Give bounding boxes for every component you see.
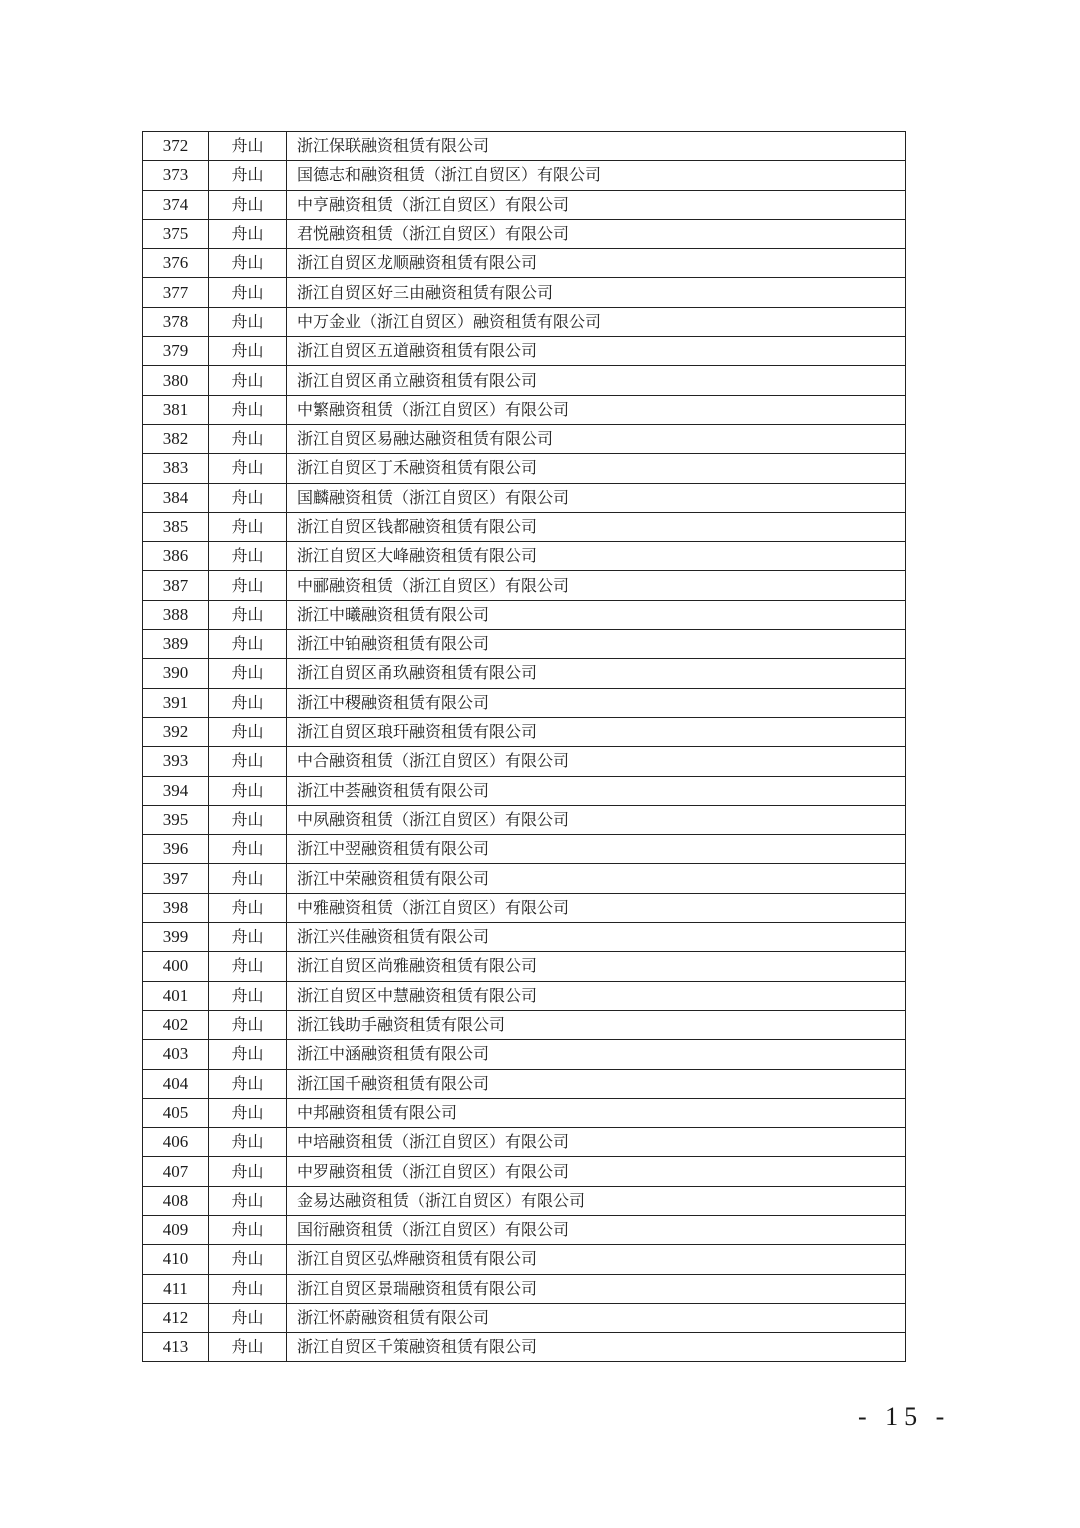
row-company-name-cell: 浙江自贸区好三由融资租赁有限公司 [287,278,906,307]
row-city-cell: 舟山 [209,395,287,424]
row-company-name-cell: 中夙融资租赁（浙江自贸区）有限公司 [287,805,906,834]
row-city-cell: 舟山 [209,219,287,248]
table-row [143,454,906,483]
row-city-cell: 舟山 [209,1098,287,1127]
row-company-name-cell: 浙江自贸区甬玖融资租赁有限公司 [287,659,906,688]
row-city-cell: 舟山 [209,571,287,600]
row-company-name-cell: 浙江中铂融资租赁有限公司 [287,630,906,659]
table-row [143,835,906,864]
row-city-cell: 舟山 [209,835,287,864]
table-row [143,776,906,805]
table-row [143,512,906,541]
row-company-name-cell: 中邦融资租赁有限公司 [287,1098,906,1127]
row-city-cell: 舟山 [209,923,287,952]
row-city-cell: 舟山 [209,337,287,366]
row-company-name-cell: 浙江中荟融资租赁有限公司 [287,776,906,805]
row-number-cell: 405 [143,1098,209,1127]
table-row [143,366,906,395]
row-company-name-cell: 浙江中曦融资租赁有限公司 [287,600,906,629]
row-number-cell: 391 [143,688,209,717]
row-city-cell: 舟山 [209,688,287,717]
row-company-name-cell: 中培融资租赁（浙江自贸区）有限公司 [287,1128,906,1157]
row-company-name-cell: 浙江自贸区尚雅融资租赁有限公司 [287,952,906,981]
row-company-name-cell: 浙江自贸区大峰融资租赁有限公司 [287,542,906,571]
row-company-name-cell: 国麟融资租赁（浙江自贸区）有限公司 [287,483,906,512]
row-number-cell: 412 [143,1303,209,1332]
row-number-cell: 377 [143,278,209,307]
row-city-cell: 舟山 [209,132,287,161]
table-row [143,981,906,1010]
row-number-cell: 392 [143,717,209,746]
table-row [143,1069,906,1098]
row-number-cell: 374 [143,190,209,219]
row-company-name-cell: 君悦融资租赁（浙江自贸区）有限公司 [287,219,906,248]
table-row [143,307,906,336]
row-number-cell: 396 [143,835,209,864]
row-city-cell: 舟山 [209,161,287,190]
row-number-cell: 408 [143,1186,209,1215]
row-number-cell: 409 [143,1215,209,1244]
row-company-name-cell: 中亨融资租赁（浙江自贸区）有限公司 [287,190,906,219]
row-number-cell: 394 [143,776,209,805]
row-company-name-cell: 浙江自贸区千策融资租赁有限公司 [287,1333,906,1362]
table-row [143,600,906,629]
row-number-cell: 386 [143,542,209,571]
row-company-name-cell: 金易达融资租赁（浙江自贸区）有限公司 [287,1186,906,1215]
table-row [143,805,906,834]
row-company-name-cell: 浙江自贸区丁禾融资租赁有限公司 [287,454,906,483]
table-row [143,717,906,746]
row-number-cell: 410 [143,1245,209,1274]
row-number-cell: 382 [143,424,209,453]
row-city-cell: 舟山 [209,366,287,395]
table-row [143,747,906,776]
row-city-cell: 舟山 [209,1128,287,1157]
row-company-name-cell: 国衍融资租赁（浙江自贸区）有限公司 [287,1215,906,1244]
row-company-name-cell: 中万金业（浙江自贸区）融资租赁有限公司 [287,307,906,336]
row-number-cell: 378 [143,307,209,336]
table-row [143,864,906,893]
table-row [143,923,906,952]
row-city-cell: 舟山 [209,1157,287,1186]
row-city-cell: 舟山 [209,805,287,834]
table-row [143,1215,906,1244]
table-row [143,1303,906,1332]
row-city-cell: 舟山 [209,1010,287,1039]
row-city-cell: 舟山 [209,1069,287,1098]
table-row [143,1274,906,1303]
table-row [143,337,906,366]
table-row [143,1157,906,1186]
row-number-cell: 384 [143,483,209,512]
row-number-cell: 413 [143,1333,209,1362]
row-city-cell: 舟山 [209,747,287,776]
table-row [143,219,906,248]
row-number-cell: 385 [143,512,209,541]
row-company-name-cell: 浙江自贸区钱都融资租赁有限公司 [287,512,906,541]
row-number-cell: 375 [143,219,209,248]
row-number-cell: 400 [143,952,209,981]
row-company-name-cell: 浙江中荣融资租赁有限公司 [287,864,906,893]
row-company-name-cell: 浙江兴佳融资租赁有限公司 [287,923,906,952]
company-list-body [143,132,906,1362]
table-row [143,278,906,307]
row-number-cell: 407 [143,1157,209,1186]
row-number-cell: 376 [143,249,209,278]
row-number-cell: 379 [143,337,209,366]
row-number-cell: 393 [143,747,209,776]
page-number: - 15 - [858,1402,951,1431]
table-row [143,659,906,688]
table-row [143,132,906,161]
row-company-name-cell: 浙江自贸区龙顺融资租赁有限公司 [287,249,906,278]
row-city-cell: 舟山 [209,1040,287,1069]
row-city-cell: 舟山 [209,864,287,893]
row-company-name-cell: 浙江自贸区中慧融资租赁有限公司 [287,981,906,1010]
table-row [143,1098,906,1127]
row-city-cell: 舟山 [209,659,287,688]
row-company-name-cell: 浙江钱助手融资租赁有限公司 [287,1010,906,1039]
row-city-cell: 舟山 [209,1303,287,1332]
row-city-cell: 舟山 [209,542,287,571]
row-city-cell: 舟山 [209,512,287,541]
row-company-name-cell: 浙江怀蔚融资租赁有限公司 [287,1303,906,1332]
table-row [143,1040,906,1069]
row-company-name-cell: 浙江中涵融资租赁有限公司 [287,1040,906,1069]
row-company-name-cell: 浙江自贸区甬立融资租赁有限公司 [287,366,906,395]
row-city-cell: 舟山 [209,454,287,483]
row-number-cell: 390 [143,659,209,688]
row-city-cell: 舟山 [209,1245,287,1274]
table-row [143,688,906,717]
row-city-cell: 舟山 [209,630,287,659]
table-row [143,893,906,922]
row-city-cell: 舟山 [209,1186,287,1215]
table-row [143,424,906,453]
row-company-name-cell: 浙江中稷融资租赁有限公司 [287,688,906,717]
table-row [143,1128,906,1157]
row-number-cell: 411 [143,1274,209,1303]
row-company-name-cell: 浙江保联融资租赁有限公司 [287,132,906,161]
row-number-cell: 387 [143,571,209,600]
row-company-name-cell: 浙江中翌融资租赁有限公司 [287,835,906,864]
row-company-name-cell: 中罗融资租赁（浙江自贸区）有限公司 [287,1157,906,1186]
row-company-name-cell: 中合融资租赁（浙江自贸区）有限公司 [287,747,906,776]
row-company-name-cell: 中繁融资租赁（浙江自贸区）有限公司 [287,395,906,424]
table-row [143,1333,906,1362]
table-row [143,483,906,512]
row-company-name-cell: 浙江自贸区易融达融资租赁有限公司 [287,424,906,453]
row-number-cell: 397 [143,864,209,893]
table-row [143,190,906,219]
table-row [143,161,906,190]
row-number-cell: 381 [143,395,209,424]
row-number-cell: 395 [143,805,209,834]
row-number-cell: 389 [143,630,209,659]
row-number-cell: 380 [143,366,209,395]
row-number-cell: 373 [143,161,209,190]
table-row [143,395,906,424]
row-number-cell: 404 [143,1069,209,1098]
row-number-cell: 406 [143,1128,209,1157]
row-city-cell: 舟山 [209,424,287,453]
table-row [143,952,906,981]
table-row [143,1010,906,1039]
row-company-name-cell: 浙江国千融资租赁有限公司 [287,1069,906,1098]
row-company-name-cell: 国德志和融资租赁（浙江自贸区）有限公司 [287,161,906,190]
row-company-name-cell: 浙江自贸区五道融资租赁有限公司 [287,337,906,366]
row-city-cell: 舟山 [209,190,287,219]
row-company-name-cell: 浙江自贸区琅玕融资租赁有限公司 [287,717,906,746]
row-city-cell: 舟山 [209,483,287,512]
row-city-cell: 舟山 [209,307,287,336]
row-number-cell: 388 [143,600,209,629]
row-city-cell: 舟山 [209,600,287,629]
row-number-cell: 383 [143,454,209,483]
row-number-cell: 372 [143,132,209,161]
table-row [143,542,906,571]
table-row [143,571,906,600]
row-city-cell: 舟山 [209,893,287,922]
table-row [143,630,906,659]
row-city-cell: 舟山 [209,952,287,981]
row-number-cell: 402 [143,1010,209,1039]
row-number-cell: 399 [143,923,209,952]
table-row [143,1186,906,1215]
row-number-cell: 403 [143,1040,209,1069]
row-company-name-cell: 浙江自贸区弘烨融资租赁有限公司 [287,1245,906,1274]
row-city-cell: 舟山 [209,278,287,307]
row-company-name-cell: 浙江自贸区景瑞融资租赁有限公司 [287,1274,906,1303]
row-city-cell: 舟山 [209,981,287,1010]
table-row [143,1245,906,1274]
row-city-cell: 舟山 [209,1333,287,1362]
row-city-cell: 舟山 [209,1215,287,1244]
row-city-cell: 舟山 [209,1274,287,1303]
table-row [143,249,906,278]
row-number-cell: 398 [143,893,209,922]
row-city-cell: 舟山 [209,249,287,278]
row-company-name-cell: 中郦融资租赁（浙江自贸区）有限公司 [287,571,906,600]
row-number-cell: 401 [143,981,209,1010]
row-company-name-cell: 中雅融资租赁（浙江自贸区）有限公司 [287,893,906,922]
company-list-table [142,131,906,1362]
row-city-cell: 舟山 [209,717,287,746]
row-city-cell: 舟山 [209,776,287,805]
